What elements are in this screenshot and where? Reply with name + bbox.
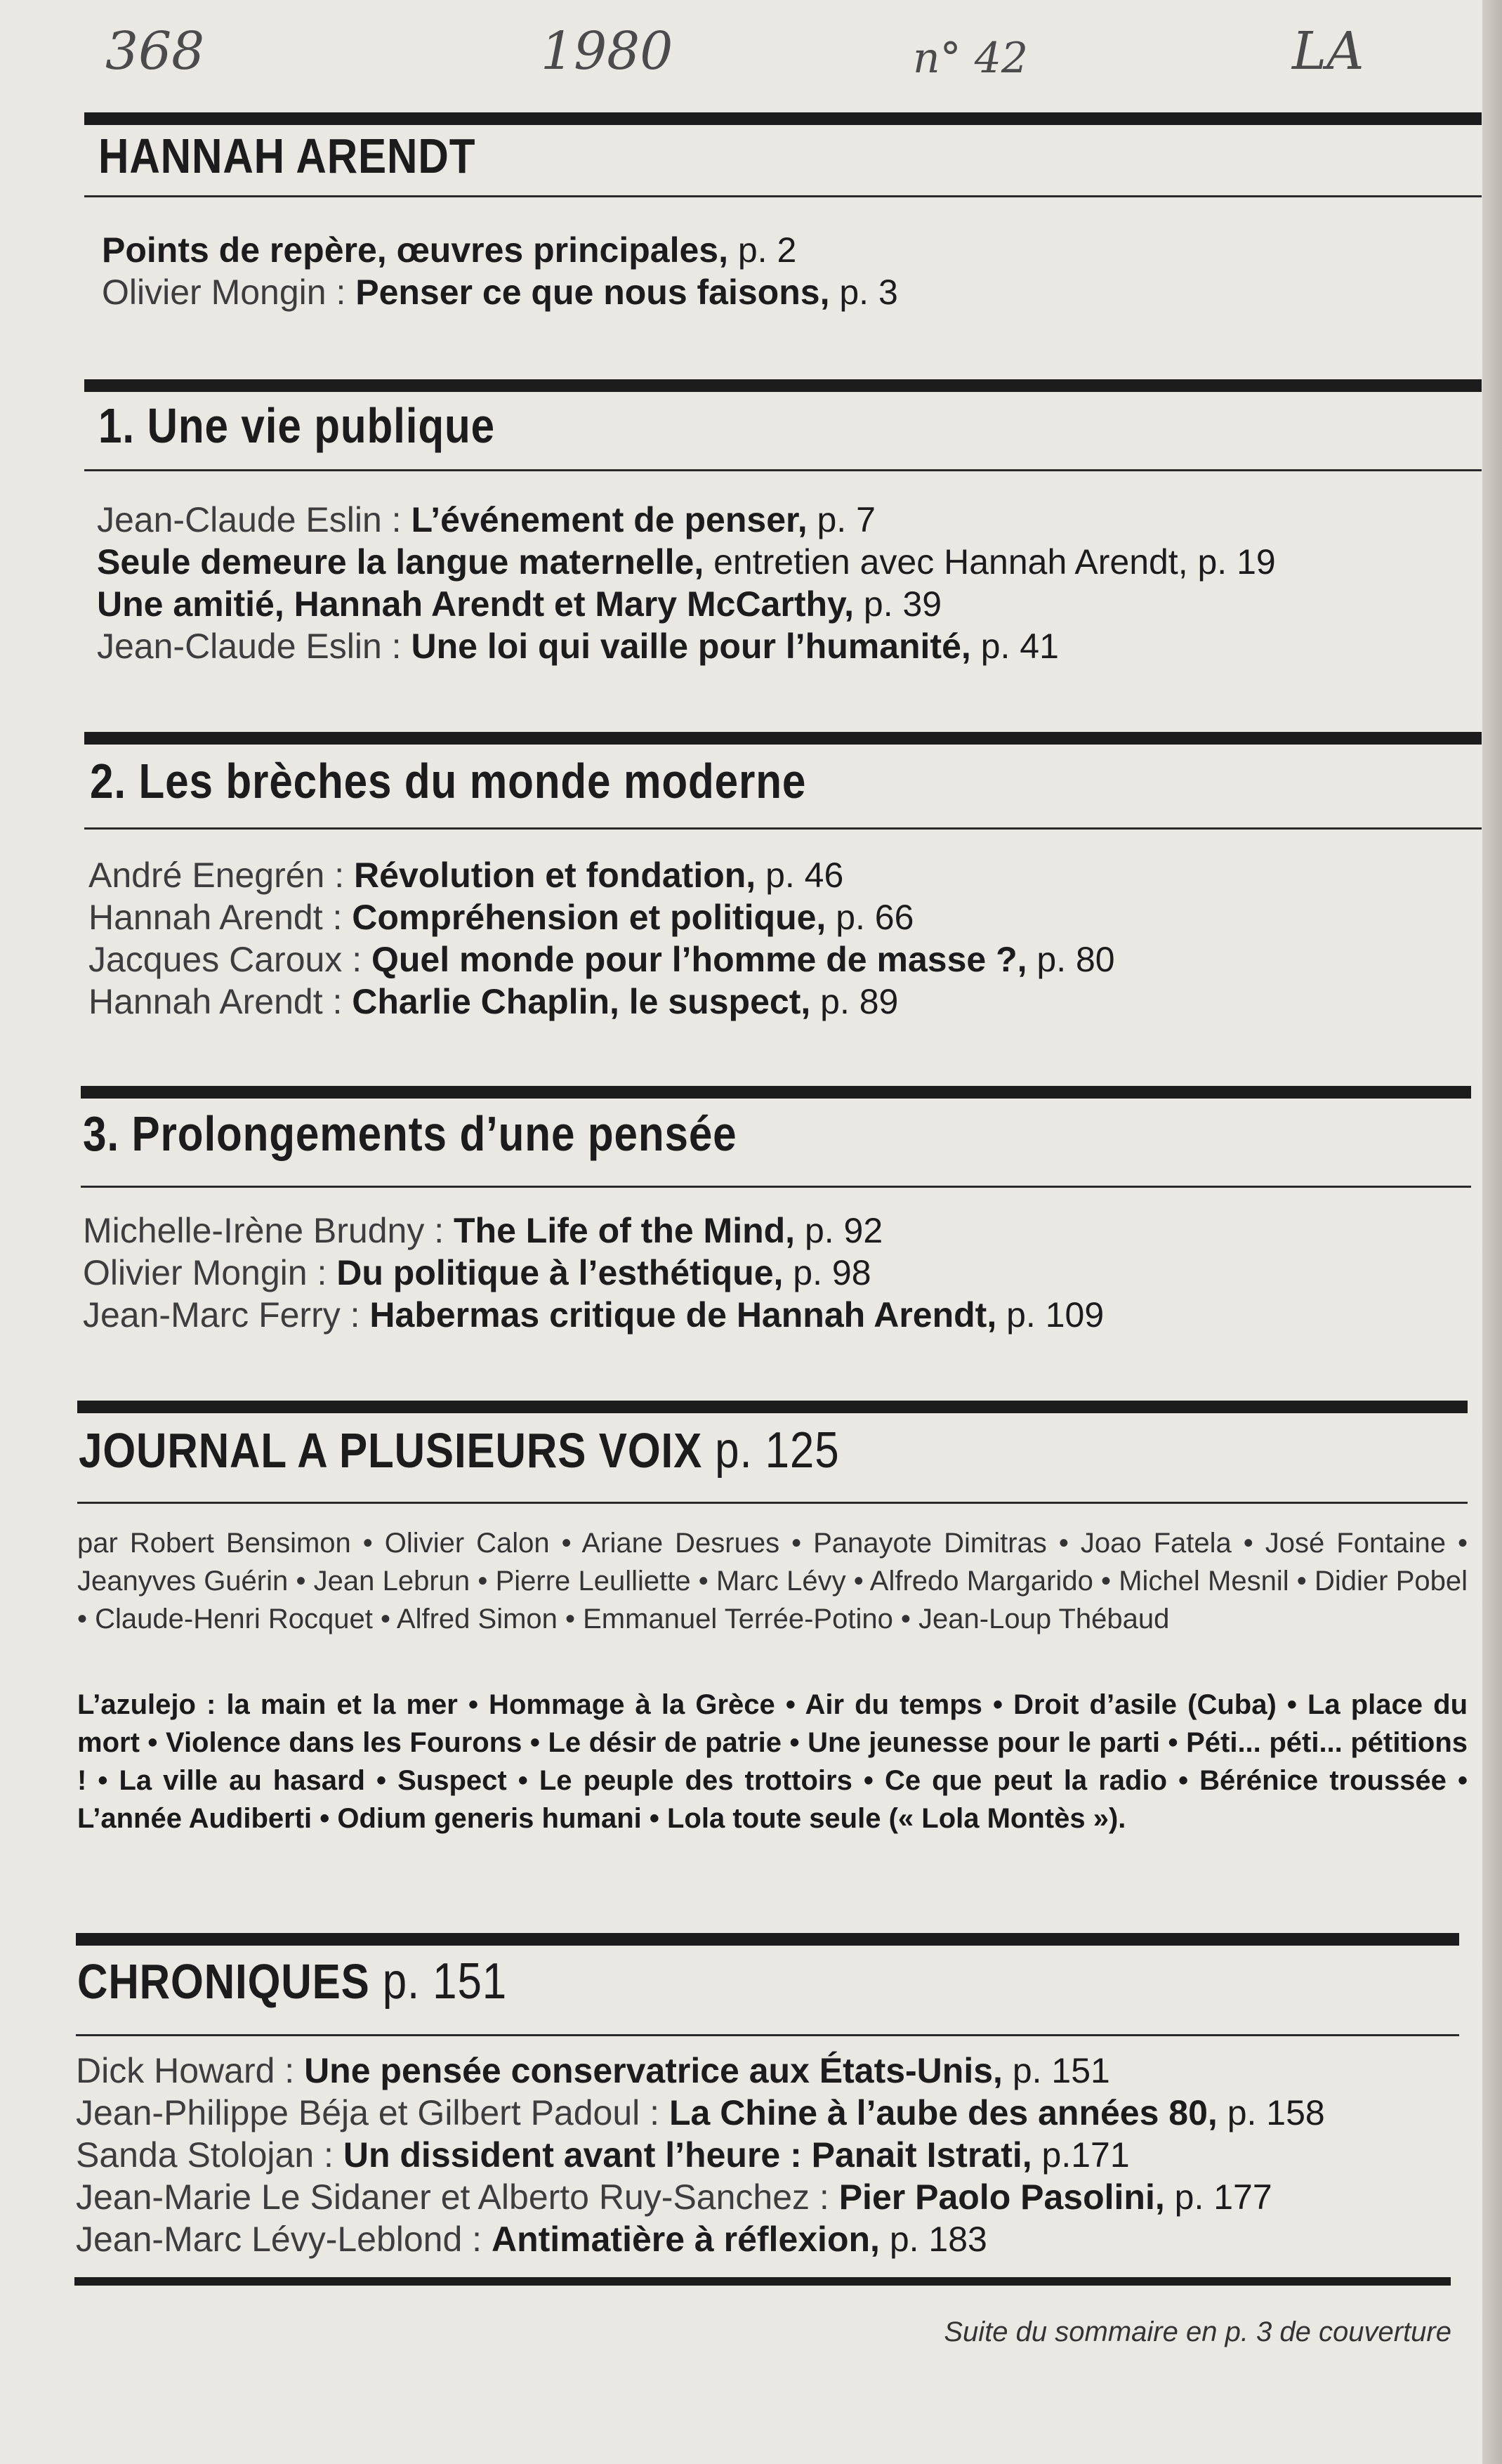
section-rule-bottom (74, 2277, 1451, 2286)
footer-note: Suite du sommaire en p. 3 de couverture (944, 2316, 1451, 2347)
handwritten-initials: LA (1292, 21, 1364, 81)
section-rule-top (84, 379, 1482, 392)
journal-page: p. 125 (702, 1422, 840, 1479)
section-rule-bottom (84, 469, 1482, 471)
toc-entry: Jean-Marc Ferry : Habermas critique de Hannah Arendt, p. 109 (83, 1295, 1105, 1335)
toc-entry: Hannah Arendt : Charlie Chaplin, le suspect, p. 89 (88, 982, 899, 1021)
toc-entry: Jean-Philippe Béja et Gilbert Padoul : La Chine à l’aube des années 80, p. 158 (76, 2093, 1325, 2132)
section-rule-top (81, 1086, 1471, 1099)
page-edge-shadow (1482, 0, 1502, 2464)
toc-entry: Olivier Mongin : Penser ce que nous faisons, p. 3 (102, 273, 898, 312)
toc-entry: Michelle-Irène Brudny : The Life of the Mind, p. 92 (83, 1211, 883, 1250)
section-title: HANNAH ARENDT (98, 129, 476, 183)
section-rule-bottom (76, 2034, 1459, 2036)
section-rule-bottom (81, 1186, 1471, 1188)
section-rule-top (84, 112, 1482, 125)
handwritten-issue: n° 42 (913, 34, 1029, 83)
journal-contributors: par Robert Bensimon • Olivier Calon • Ariane Desrues • Panayote Dimitras • Joao Fatela • José Fontaine • Jeanyves Guérin • Jean Lebrun • Pierre Leulliette • Marc Lévy • Alfredo Margarido • Michel Mesnil • Didier Pobel • Claude-Henri Rocquet • Alfred Simon • Emmanuel Terrée-Potino • Jean-Loup Thébaud (77, 1528, 1468, 1634)
toc-entry: Sanda Stolojan : Un dissident avant l’heure : Panait Istrati, p.171 (76, 2135, 1130, 2175)
section-rule-top (84, 732, 1482, 745)
section-rule-top (76, 1933, 1459, 1946)
section-rule-bottom (84, 827, 1482, 830)
journal-topics: L’azulejo : la main et la mer • Hommage à la Grèce • Air du temps • Droit d’asile (Cuba) • La place du mort • Violence dans les Fourons • Le désir de patrie • Une jeunesse pour le parti • Péti... péti... pétitions ! • La ville au hasard • Suspect • Le peuple des trottoirs • Ce que peut la radio • Bérénice troussée • L’année Audiberti • Odium generis humani • Lola toute seule (« Lola Montès »). (77, 1689, 1468, 1834)
toc-entry: Jean-Marie Le Sidaner et Alberto Ruy-Sanchez : Pier Paolo Pasolini, p. 177 (76, 2177, 1272, 2217)
section-rule-top (77, 1401, 1468, 1413)
toc-entry: Jean-Claude Eslin : Une loi qui vaille pour l’humanité, p. 41 (97, 627, 1059, 666)
handwritten-number: 368 (105, 21, 205, 81)
section-title: 1. Une vie publique (98, 398, 495, 453)
chroniques-title: CHRONIQUES p. 151 (77, 1953, 508, 2010)
section-title: 2. Les brèches du monde moderne (90, 754, 807, 808)
toc-entry: Une amitié, Hannah Arendt et Mary McCarthy, p. 39 (97, 584, 942, 624)
toc-entry: Seule demeure la langue maternelle, entretien avec Hannah Arendt, p. 19 (97, 542, 1276, 582)
toc-entry: Olivier Mongin : Du politique à l’esthétique, p. 98 (83, 1253, 871, 1292)
section-title: 3. Prolongements d’une pensée (83, 1106, 737, 1161)
section-rule-bottom (84, 195, 1482, 197)
toc-entry: Jacques Caroux : Quel monde pour l’homme de masse ?, p. 80 (88, 940, 1115, 979)
handwritten-year: 1980 (541, 21, 673, 81)
toc-entry: Dick Howard : Une pensée conservatrice aux États-Unis, p. 151 (76, 2051, 1110, 2090)
toc-entry: Jean-Marc Lévy-Leblond : Antimatière à réflexion, p. 183 (76, 2220, 987, 2259)
toc-entry: Points de repère, œuvres principales, p. 2 (102, 230, 797, 270)
toc-entry: André Enegrén : Révolution et fondation, p. 46 (88, 856, 844, 895)
chroniques-page: p. 151 (369, 1953, 508, 2010)
toc-entry: Hannah Arendt : Compréhension et politique, p. 66 (88, 898, 914, 937)
journal-title: JOURNAL A PLUSIEURS VOIX p. 125 (79, 1422, 840, 1479)
section-rule-bottom (77, 1502, 1468, 1504)
toc-entry: Jean-Claude Eslin : L’événement de penser, p. 7 (97, 500, 876, 539)
